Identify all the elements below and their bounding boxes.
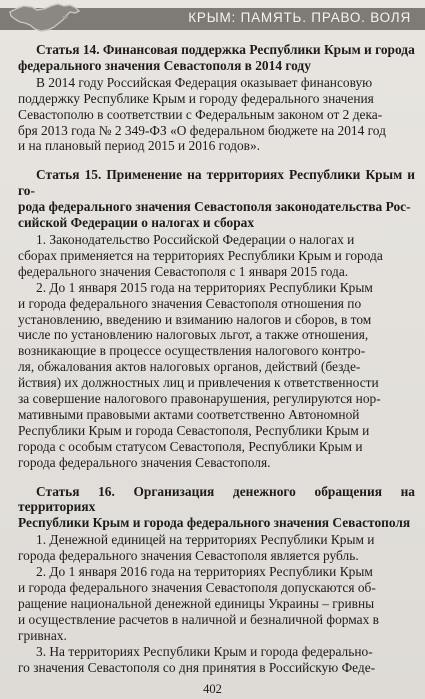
article-15 — [18, 167, 415, 470]
article-heading: Статья 16. Организация денежного обращения на территориях Республики Крым и города федерального значения Севастополя — [18, 483, 415, 531]
article-heading: Статья 14. Финансовая поддержка Республики Крым и города федерального значения Севастополя в 2014 году — [18, 42, 415, 73]
paragraph: В 2014 году Российская Федерация оказывает финансовую поддержку Республике Крым и городу федерального значения Севастополю в соответствии с Федеральным законом от 2 дека- бря 2013 года № 2 349-ФЗ «О федеральном бюджете на 2014 год и на плановый период 2015 и 2016 годов». — [18, 74, 386, 154]
page-content — [18, 42, 415, 688]
article-heading: Статья 15. Применение на территориях Республики Крым и го- рода федерального значения Севастополя законодательства Рос- сийской Федерации о налогах и сборах — [18, 167, 415, 231]
paragraph: 2. До 1 января 2016 года на территориях Республики Крым и города федерального значения Севастополя допускаются об- ращение национальной денежной единицы Украины – гривны и осуществление расчетов в наличной и безналичной формах в гривнах. — [18, 564, 379, 643]
article-16 — [18, 484, 415, 676]
paragraph: 1. Законодательство Российской Федерации о налогах и сборах применяется на территориях Республики Крым и города федерального значения Севастополя с 1 января 2015 года. — [18, 231, 383, 279]
paragraph: 2. До 1 января 2015 года на территориях Республики Крым и города федерального значения Севастополя отношения по установлению, введению и взиманию налогов и сборов, в том числе по установлению налоговых льгот, а также отношения, возникающие в процессе осуществления налогового контро- ля, обжалования актов налоговых органов, действий (безде- йствия) их должностных лиц и привлечения к ответственности за совершение налогового правонарушения, регулируются нор- мативными правовыми актами соответственно Автономной Республики Крым и города Севастополя, Республики Крым и города с особым статусом Севастополя, Республики Крым и города федерального значения Севастополя. — [18, 279, 381, 470]
crimea-map-icon — [4, 0, 82, 34]
article-14 — [18, 42, 415, 154]
header-title: КРЫМ: ПАМЯТЬ. ПРАВО. ВОЛЯ — [188, 10, 411, 25]
running-header — [0, 0, 425, 34]
paragraph: 1. Денежной единицей на территориях Республики Крым и города федерального значения Севастополя является рубль. — [18, 532, 375, 564]
page-number: 402 — [203, 682, 222, 696]
paragraph: 3. На территориях Республики Крым и города федерально- го значения Севастополя со дня принятия в Российскую Феде- — [18, 643, 376, 675]
